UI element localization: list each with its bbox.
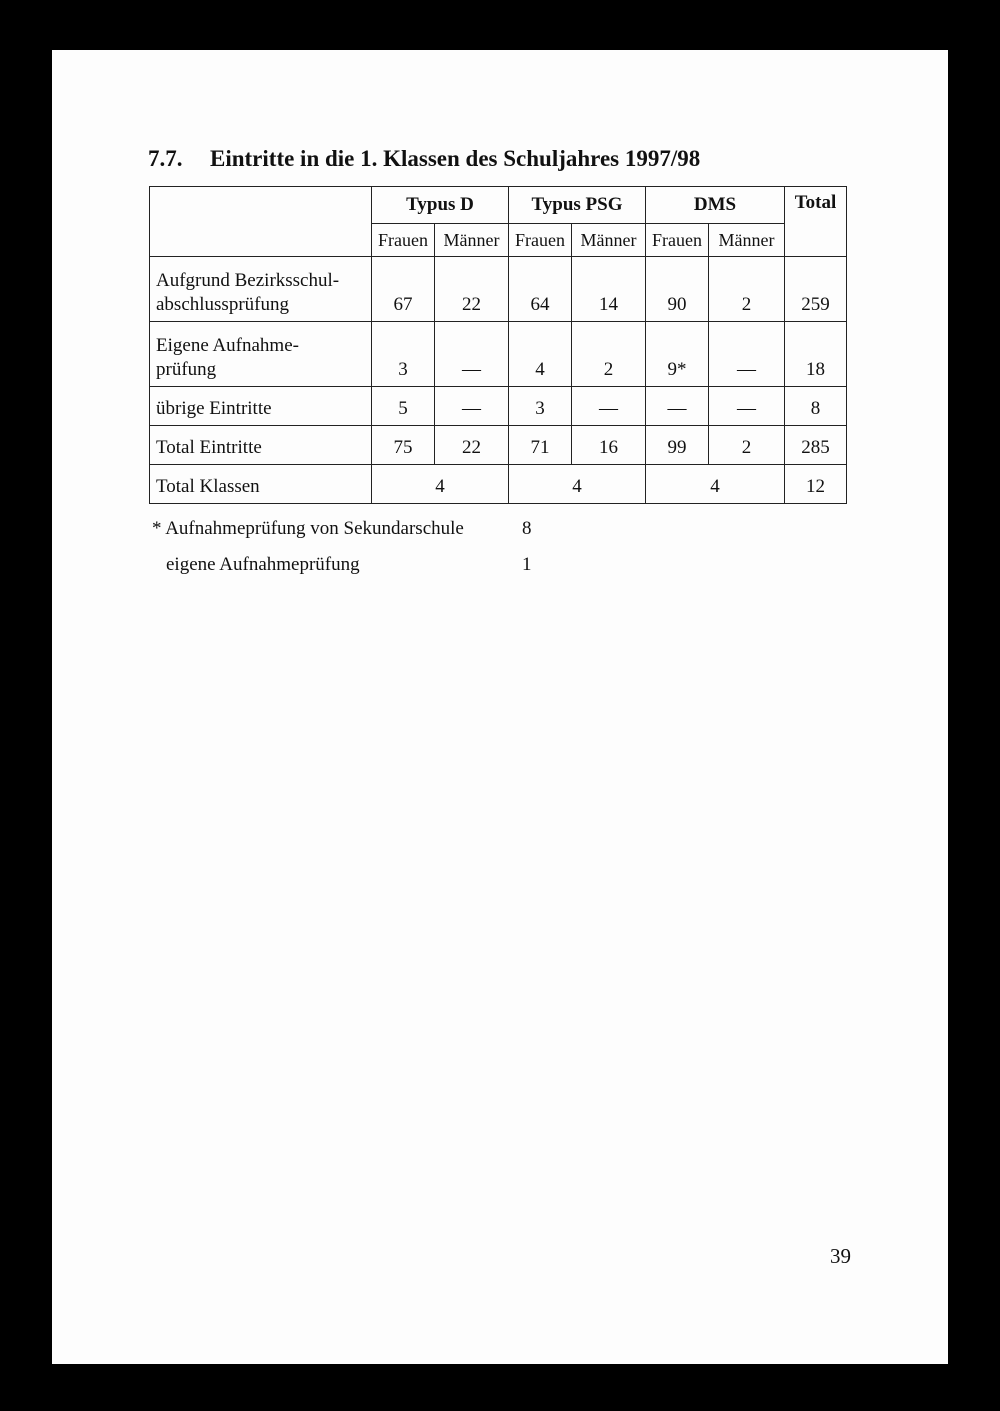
table-cell: 67 bbox=[372, 257, 435, 322]
table-cell: 3 bbox=[372, 322, 435, 387]
table-cell-total: 8 bbox=[785, 387, 847, 426]
table-row bbox=[150, 387, 847, 426]
group-header-typus-d: Typus D bbox=[372, 187, 509, 224]
group-header-dms: DMS bbox=[646, 187, 785, 224]
table-cell: — bbox=[572, 387, 646, 426]
subheader-maenner: Männer bbox=[572, 224, 646, 257]
subheader-maenner: Männer bbox=[435, 224, 509, 257]
table-cell: 9* bbox=[646, 322, 709, 387]
section-number: 7.7. bbox=[148, 146, 183, 171]
table-cell: 2 bbox=[709, 426, 785, 465]
table-cell-total: 18 bbox=[785, 322, 847, 387]
row-label-line: abschlussprüfung bbox=[156, 294, 289, 315]
table-cell: 22 bbox=[435, 426, 509, 465]
footnote-label: eigene Aufnahmeprüfung bbox=[166, 554, 360, 575]
subheader-frauen: Frauen bbox=[646, 224, 709, 257]
table-cell: 2 bbox=[709, 257, 785, 322]
footnote-value: 8 bbox=[522, 518, 532, 539]
table-cell: 90 bbox=[646, 257, 709, 322]
table-row bbox=[150, 426, 847, 465]
row-label-line: Eigene Aufnahme- bbox=[156, 335, 299, 356]
row-label-line: Aufgrund Bezirksschul- bbox=[156, 270, 340, 291]
table-cell: 3 bbox=[509, 387, 572, 426]
footnote-line bbox=[166, 554, 532, 576]
table-cell: 22 bbox=[435, 257, 509, 322]
footnote-label: * Aufnahmeprüfung von Sekundarschule bbox=[152, 518, 464, 539]
table-row bbox=[150, 257, 847, 322]
entries-table bbox=[149, 186, 847, 504]
document-page bbox=[52, 50, 948, 1364]
table-cell: 4 bbox=[509, 322, 572, 387]
table-cell: 75 bbox=[372, 426, 435, 465]
table-cell: 99 bbox=[646, 426, 709, 465]
subheader-frauen: Frauen bbox=[509, 224, 572, 257]
table-cell: — bbox=[435, 387, 509, 426]
table-cell: 64 bbox=[509, 257, 572, 322]
classes-cell-total: 12 bbox=[785, 465, 847, 504]
table-cell: 14 bbox=[572, 257, 646, 322]
row-label-line: prüfung bbox=[156, 359, 217, 380]
subheader-frauen: Frauen bbox=[372, 224, 435, 257]
group-header-row bbox=[150, 187, 847, 224]
table-cell: — bbox=[709, 322, 785, 387]
group-header-typus-psg: Typus PSG bbox=[509, 187, 646, 224]
table-cell-total: 285 bbox=[785, 426, 847, 465]
classes-cell-dms: 4 bbox=[646, 465, 785, 504]
page-number: 39 bbox=[830, 1244, 851, 1268]
table-cell: — bbox=[709, 387, 785, 426]
table-cell: 16 bbox=[572, 426, 646, 465]
subheader-maenner: Männer bbox=[709, 224, 785, 257]
total-header: Total bbox=[785, 187, 847, 257]
footnote-value: 1 bbox=[522, 554, 532, 575]
table-cell: — bbox=[646, 387, 709, 426]
row-label: Total Eintritte bbox=[150, 426, 372, 465]
table-row bbox=[150, 322, 847, 387]
table-cell: — bbox=[435, 322, 509, 387]
section-heading bbox=[148, 146, 700, 172]
table-cell: 71 bbox=[509, 426, 572, 465]
classes-cell-typus-d: 4 bbox=[372, 465, 509, 504]
section-title: Eintritte in die 1. Klassen des Schuljahres 1997/98 bbox=[210, 146, 701, 171]
table-cell-total: 259 bbox=[785, 257, 847, 322]
corner-cell bbox=[150, 187, 372, 257]
row-label bbox=[150, 257, 372, 322]
row-label: Total Klassen bbox=[150, 465, 372, 504]
footnote-line bbox=[152, 518, 532, 540]
table-cell: 2 bbox=[572, 322, 646, 387]
row-label bbox=[150, 322, 372, 387]
row-label: übrige Eintritte bbox=[150, 387, 372, 426]
classes-row bbox=[150, 465, 847, 504]
classes-cell-typus-psg: 4 bbox=[509, 465, 646, 504]
table-cell: 5 bbox=[372, 387, 435, 426]
